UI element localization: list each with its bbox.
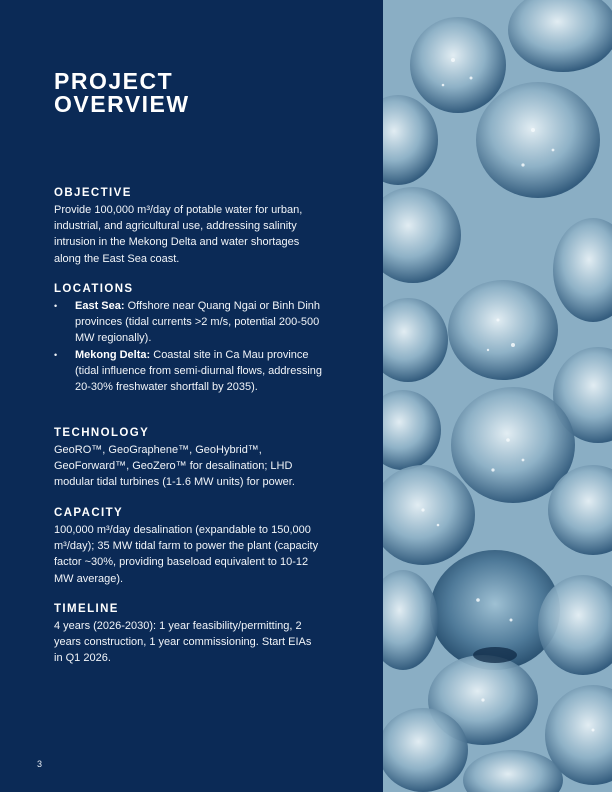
locations-heading: LOCATIONS	[54, 283, 134, 295]
objective-section	[54, 186, 322, 267]
page-title	[54, 70, 190, 116]
location-text: Offshore near Quang Ngai or Binh Dinh provinces (tidal currents >2 m/s, potential 200-500 MW regionally).	[75, 300, 320, 345]
title-line-1: PROJECT	[54, 68, 174, 94]
technology-section	[54, 426, 322, 491]
locations-section	[54, 282, 322, 395]
capacity-section	[54, 506, 322, 587]
page-number: 3	[37, 759, 43, 769]
location-label: Mekong Delta:	[75, 348, 151, 361]
list-item: • Mekong Delta: Coastal site in Ca Mau province (tidal influence from semi-diurnal flows, addressing 20-30% freshwater shortfall by 2035).	[54, 348, 322, 394]
timeline-heading: TIMELINE	[54, 603, 119, 615]
location-text: Coastal site in Ca Mau province (tidal influence from semi-diurnal flows, addressing 20-30% freshwater shortfall by 2035).	[75, 348, 322, 394]
capacity-body: 100,000 m³/day desalination (expandable to 150,000 m³/day); 35 MW tidal farm to power the plant (capacity factor ~30%, providing baseload equivalent to 10-12 MW average).	[54, 524, 319, 585]
objective-heading: OBJECTIVE	[54, 187, 132, 199]
droplets-illustration	[383, 0, 612, 792]
technology-body: GeoRO™, GeoGraphene™, GeoHybrid™, GeoForward™, GeoZero™ for desalination; LHD modular tidal turbines (1-1.6 MW units) for power.	[54, 444, 295, 489]
timeline-section	[54, 602, 322, 667]
list-item: • East Sea: Offshore near Quang Ngai or Binh Dinh provinces (tidal currents >2 m/s, potential 200-500 MW regionally).	[54, 300, 320, 345]
technology-heading: TECHNOLOGY	[54, 427, 150, 439]
objective-body: Provide 100,000 m³/day of potable water for urban, industrial, and agricultural use, addressing salinity intrusion in the Mekong Delta and water shortages along the East Sea coast.	[54, 204, 303, 265]
locations-list	[54, 298, 322, 395]
location-label: East Sea:	[75, 300, 125, 312]
title-line-2: OVERVIEW	[54, 91, 190, 117]
water-droplets-photo	[383, 0, 612, 792]
timeline-body: 4 years (2026-2030): 1 year feasibility/permitting, 2 years construction, 1 year commissioning. Start EIAs in Q1 2026.	[54, 620, 312, 665]
capacity-heading: CAPACITY	[54, 507, 124, 519]
